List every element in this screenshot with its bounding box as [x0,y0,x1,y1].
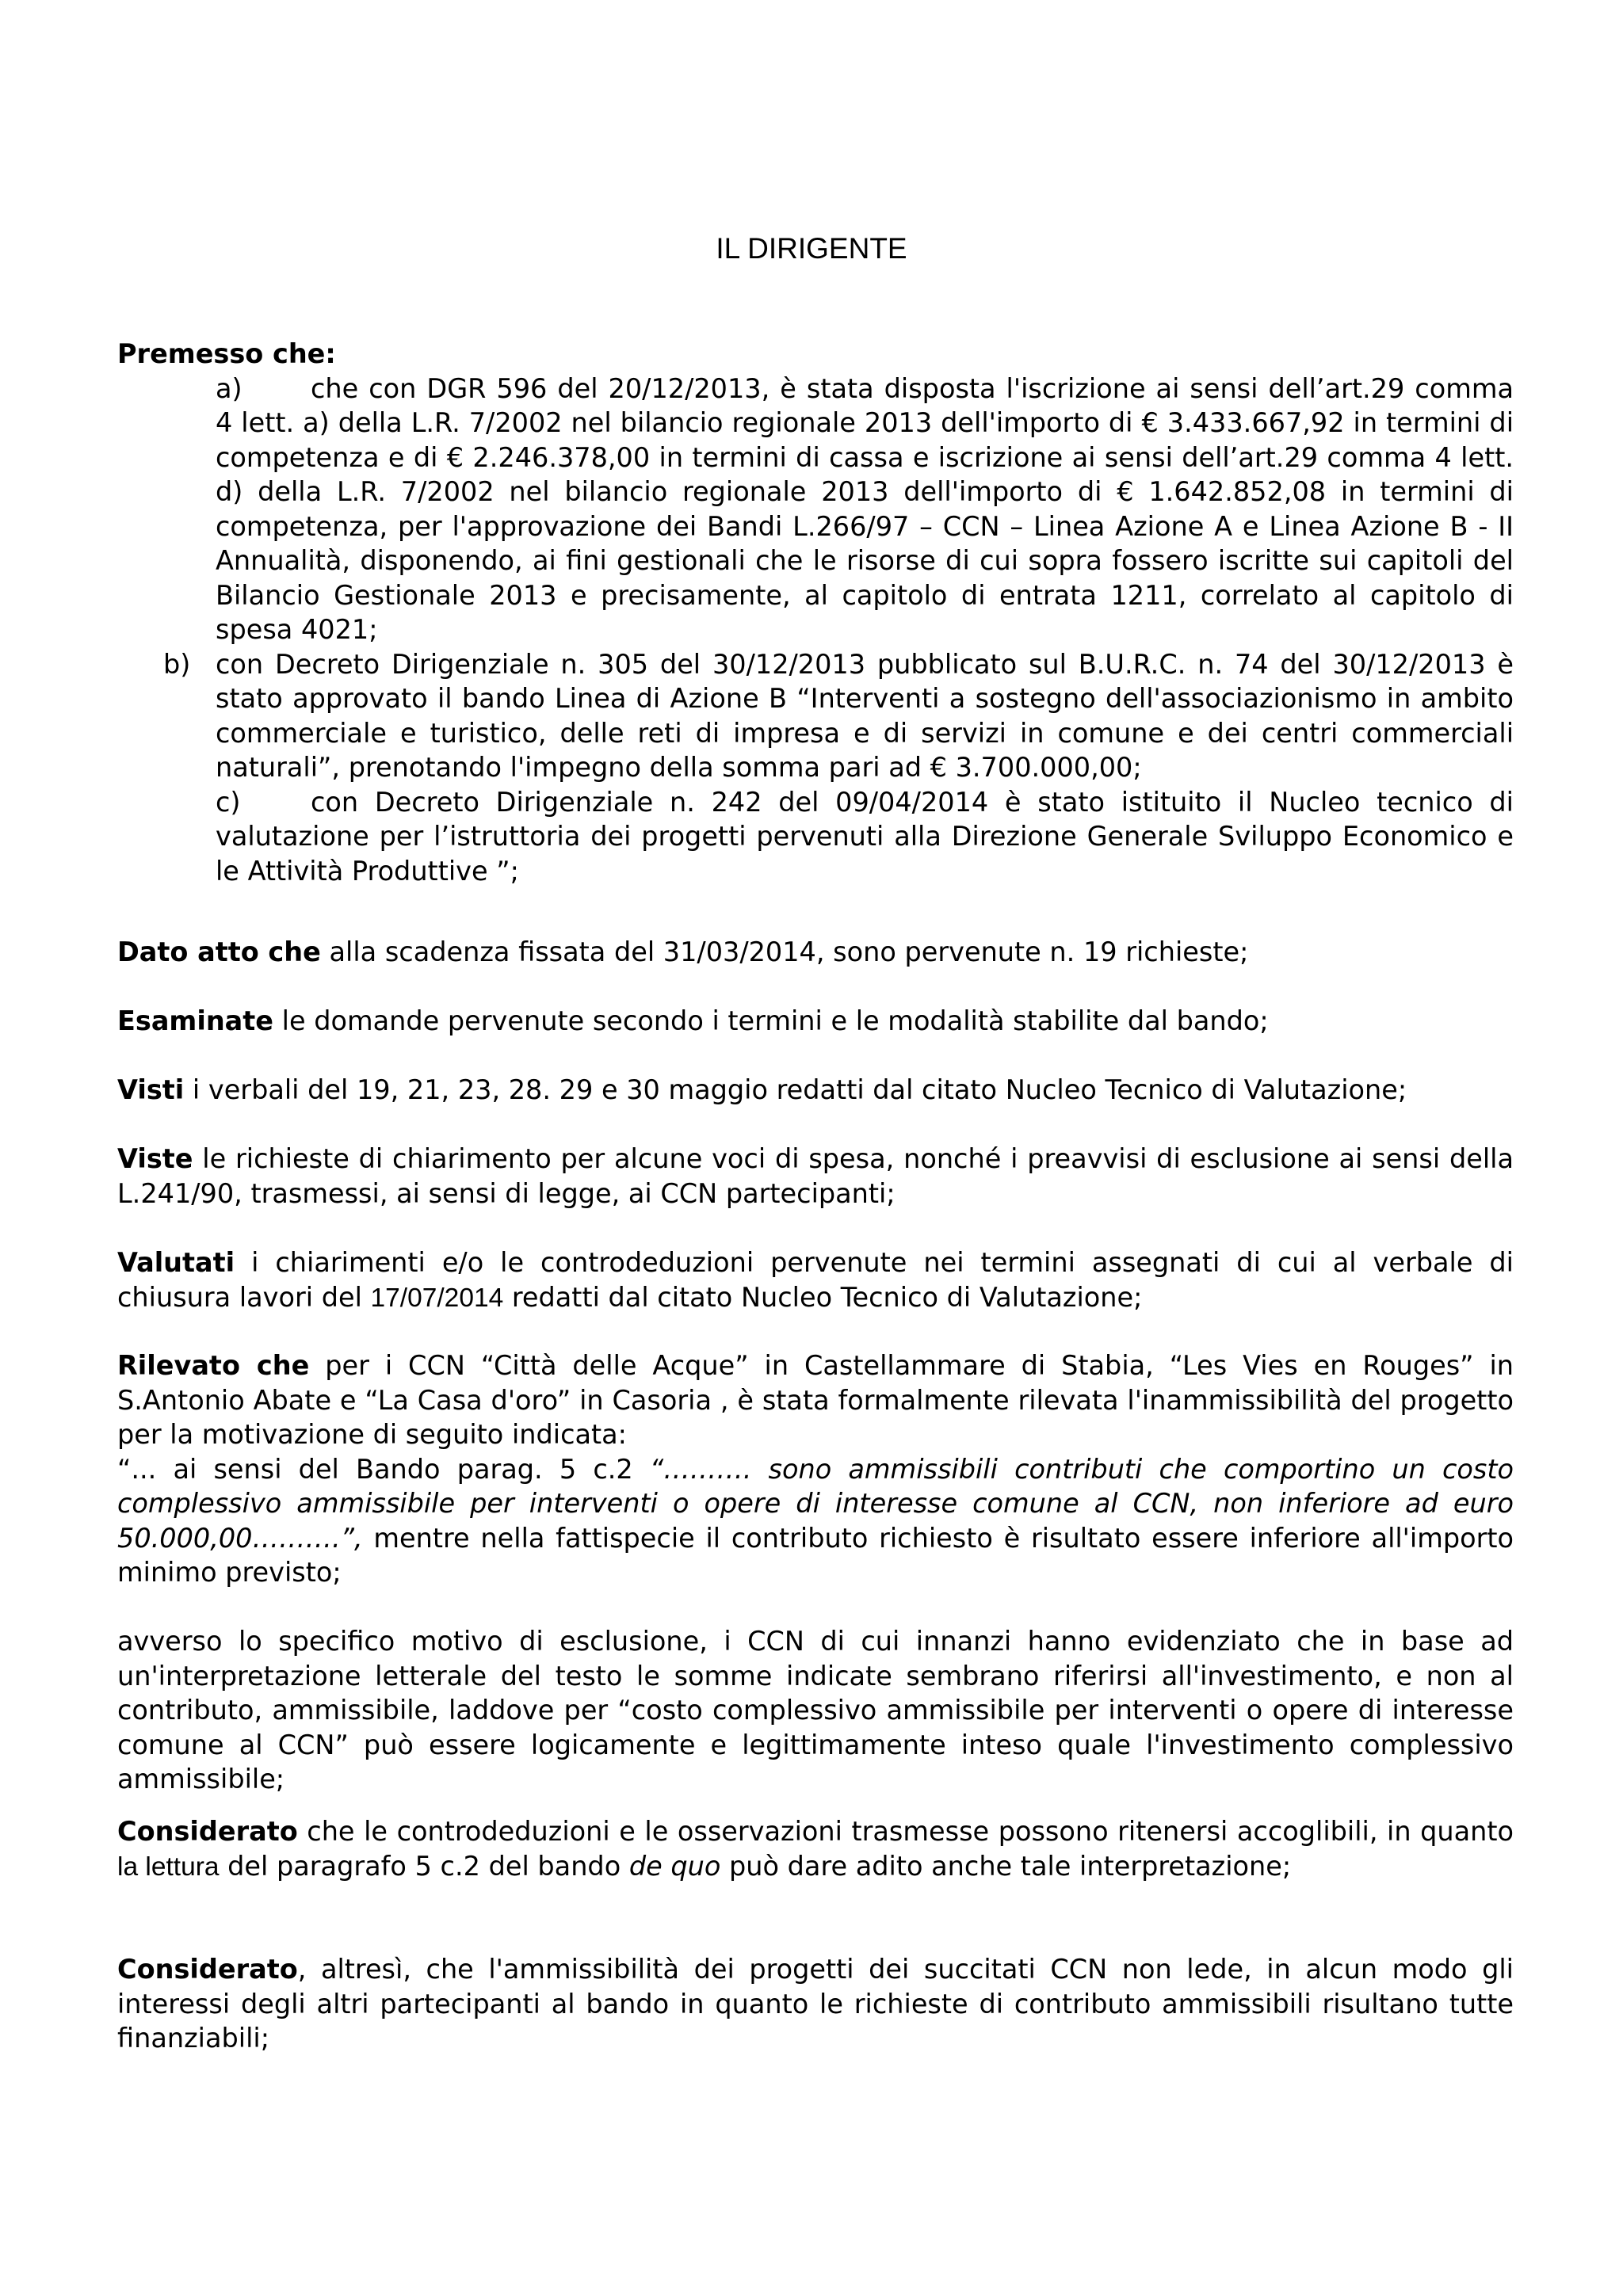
visti-text: i verbali del 19, 21, 23, 28. 29 e 30 maggio redatti dal citato Nucleo Tecnico di Valutazione; [184,1074,1407,1105]
rilevato-label: Rilevato che [117,1350,310,1381]
valutati-text-b: redatti dal citato Nucleo Tecnico di Valutazione; [503,1281,1143,1313]
avverso-paragraph [117,1624,1514,1797]
considerato-label-2: Considerato [117,1954,298,1985]
page-title: IL DIRIGENTE [716,232,907,265]
rilevato-quote-lead: “... ai sensi del Bando parag. 5 c.2 [117,1453,650,1485]
viste-text: le richieste di chiarimento per alcune voci di spesa, nonché i preavvisi di esclusione ai sensi della L.241/90, trasmessi, ai sensi di legge, ai CCN partecipanti; [117,1143,1514,1209]
considerato-text-d: può dare adito anche tale interpretazione; [720,1850,1292,1882]
considerato-text-a: che le controdeduzioni e le osservazioni trasmesse possono ritenersi accoglibili, in quanto [297,1816,1514,1847]
visti-label: Visti [117,1074,185,1105]
dato-atto-label: Dato atto che [117,936,321,967]
premesso-section [117,337,1514,888]
valutati-date: 17/07/2014 [370,1283,504,1313]
considerato-paragraph-1 [117,1814,1514,1884]
valutati-label: Valutati [117,1247,235,1278]
visti-paragraph [117,1073,1514,1108]
item-text-c: con Decreto Dirigenziale n. 242 del 09/04/2014 è stato istituito il Nucleo tecnico di valutazione per l’istruttoria dei progetti pervenuti alla Direzione Generale Sviluppo Economico e le Attività Produttive ”; [216,786,1514,887]
valutati-text-a: i chiarimenti e/o le controdeduzioni pervenute nei termini assegnati di cui al verbale di chiusura lavori del [117,1247,1514,1313]
avverso-text: avverso lo specifico motivo di esclusione, i CCN di cui innanzi hanno evidenziato che in base ad un'interpretazione letterale del testo le somme indicate sembrano riferirsi all'investimento, e non al contributo, ammissibile, laddove per “costo complessivo ammissibile per interventi o opere di interesse comune al CCN” può essere logicamente e legittimamente inteso quale l'investimento complessivo ammissibile; [117,1626,1514,1794]
premesso-item-b [117,647,1514,785]
viste-paragraph [117,1142,1514,1211]
premesso-item-a [117,372,1514,647]
valutati-paragraph [117,1245,1514,1315]
viste-label: Viste [117,1143,193,1174]
rilevato-paragraph [117,1348,1514,1590]
esaminate-paragraph [117,1004,1514,1039]
considerato-italic: de quo [628,1850,721,1882]
item-marker-c: c) [216,786,241,818]
item-text-a: che con DGR 596 del 20/12/2013, è stata disposta l'iscrizione ai sensi dell’art.29 comma 4 lett. a) della L.R. 7/2002 nel bilancio regionale 2013 dell'importo di € 3.433.667,92 in termini di competenza e di € 2.246.378,00 in termini di cassa e iscrizione ai sensi dell’art.29 comma 4 lett. d) della L.R. 7/2002 nel bilancio regionale 2013 dell'importo di € 1.642.852,08 in termini di competenza, per l'approvazione dei Bandi L.266/97 – CCN – Linea Azione A e Linea Azione B - II Annualità, disponendo, ai fini gestionali che le risorse di cui sopra fossero iscritte sui capitoli del Bilancio Gestionale 2013 e precisamente, al capitolo di entrata 1211, correlato al capitolo di spesa 4021; [216,372,1514,645]
considerato-label-1: Considerato [117,1816,298,1847]
considerato-text-2: , altresì, che l'ammissibilità dei progetti dei succitati CCN non lede, in alcun modo gli interessi degli altri partecipanti al bando in quanto le richieste di contributo ammissibili risultano tutte finanziabili; [117,1954,1514,2054]
premesso-item-c [117,785,1514,889]
dato-atto-text: alla scadenza fissata del 31/03/2014, sono pervenute n. 19 richieste; [320,936,1249,967]
considerato-text-c: del paragrafo 5 c.2 del bando [219,1850,629,1882]
rilevato-quote-tail: mentre nella fattispecie il contributo richiesto è risultato essere inferiore all'importo minimo previsto; [117,1522,1514,1588]
esaminate-text: le domande pervenute secondo i termini e le modalità stabilite dal bando; [273,1005,1269,1036]
esaminate-label: Esaminate [117,1005,274,1036]
considerato-text-b: la lettura [117,1852,220,1882]
rilevato-text: per i CCN “Città delle Acque” in Castellammare di Stabia, “Les Vies en Rouges” in S.Antonio Abate e “La Casa d'oro” in Casoria , è stata formalmente rilevata l'inammissibilità del progetto per la motivazione di seguito indicata: [117,1350,1514,1450]
item-text-b: con Decreto Dirigenziale n. 305 del 30/12/2013 pubblicato sul B.U.R.C. n. 74 del 30/12/2013 è stato approvato il bando Linea di Azione B “Interventi a sostegno dell'associazionismo in ambito commerciale e turistico, delle reti di impresa e di servizi in comune e dei centri commerciali naturali”, prenotando l'impegno della somma pari ad € 3.700.000,00; [216,648,1514,783]
dato-atto-paragraph [117,935,1514,970]
premesso-label: Premesso che: [117,338,336,369]
rilevato-quote-italic: “………. sono ammissibili contributi che comportino un costo complessivo ammissibile per interventi o opere di interesse comune al CCN, non inferiore ad euro 50.000,00……….”, [117,1453,1514,1554]
item-marker-b: b) [163,648,191,680]
considerato-paragraph-2 [117,1952,1514,2056]
item-marker-a: a) [216,372,242,404]
